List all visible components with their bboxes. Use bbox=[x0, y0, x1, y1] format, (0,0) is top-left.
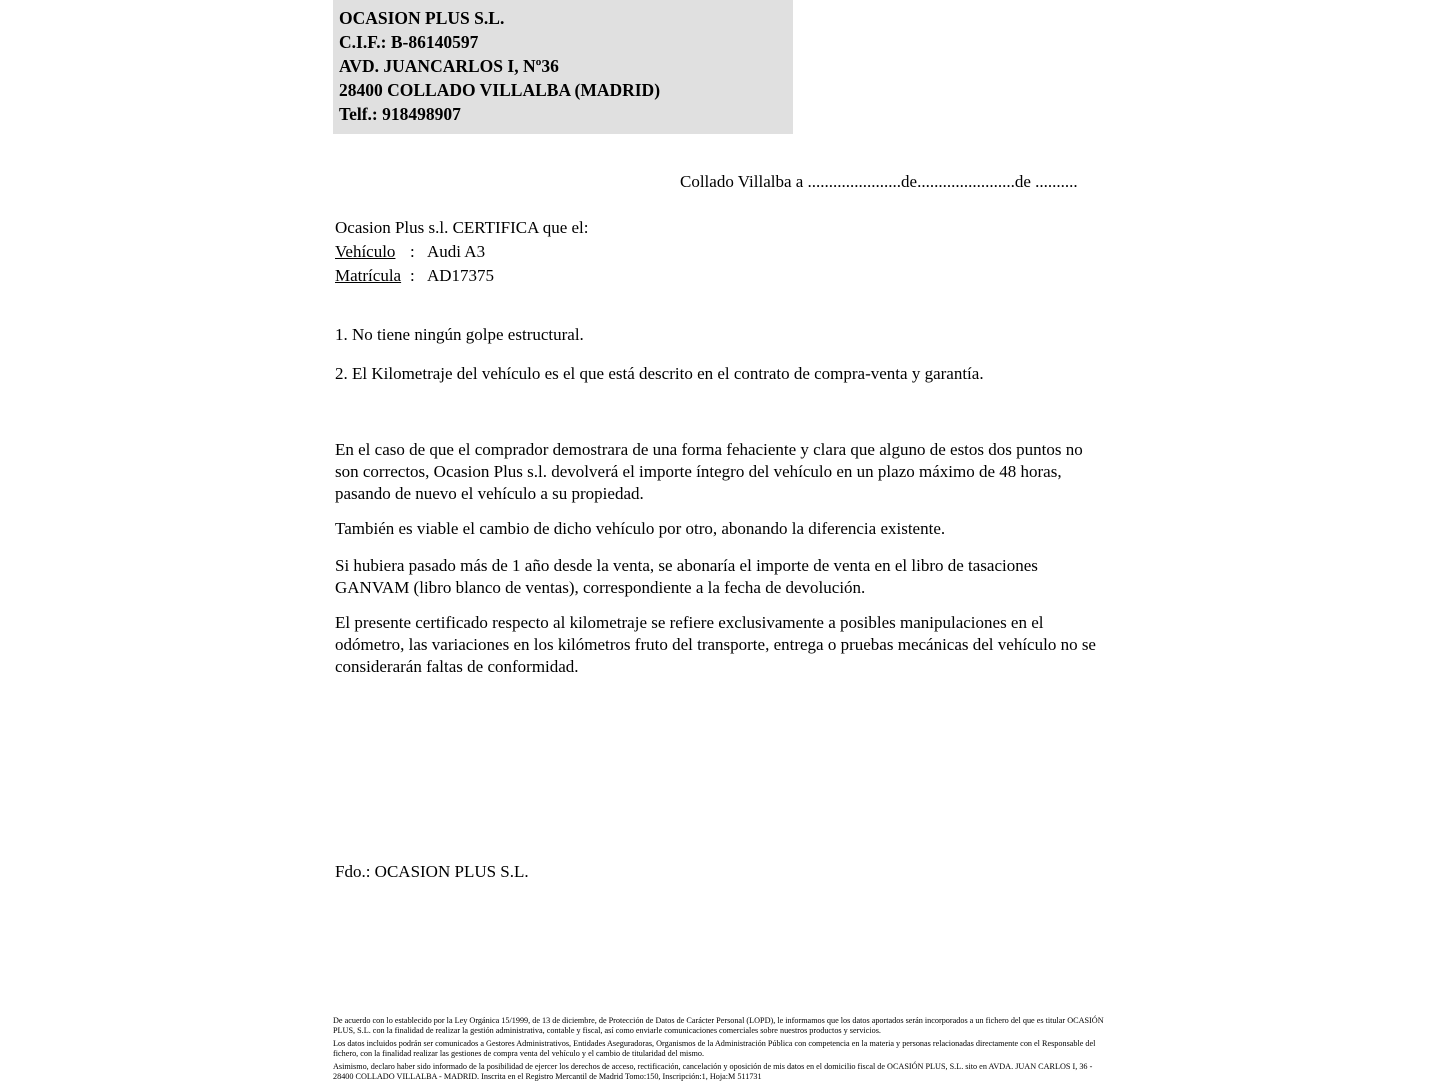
body-paragraph-refund: En el caso de que el comprador demostrara de una forma fehaciente y clara que alguno de estos dos puntos no son correctos, Ocasion Plus s.l. devolverá el importe íntegro del vehículo en un plazo máximo de 48 horas, pasando de nuevo el vehículo a su propiedad. bbox=[335, 440, 1083, 503]
plate-value: AD17375 bbox=[427, 266, 495, 285]
letterhead-company-name: OCASION PLUS S.L. bbox=[339, 8, 505, 28]
vehicle-row bbox=[335, 240, 589, 264]
letterhead-cif: C.I.F.: B-86140597 bbox=[339, 32, 479, 52]
plate-separator: : bbox=[410, 266, 415, 285]
vehicle-value: Audi A3 bbox=[427, 242, 486, 261]
legal-paragraph-3: Asimismo, declaro haber sido informado de la posibilidad de ejercer los derechos de acceso, rectificación, cancelación y oposición de mis datos en el domicilio fiscal de OCASIÓN PLUS, S.L. sito en AVDA. JUAN CARLOS I, 36 - 28400 COLLADO VILLALBA - MADRID. Inscrita en el Registro Mercantil de Madrid Tomo:150, Inscripción:1, Hoja:M 511731 bbox=[333, 1062, 1093, 1081]
letterhead-city: 28400 COLLADO VILLALBA (MADRID) bbox=[339, 80, 661, 100]
body-paragraph-ganvam: Si hubiera pasado más de 1 año desde la venta, se abonaría el importe de venta en el libro de tasaciones GANVAM (libro blanco de ventas), correspondiente a la fecha de devolución. bbox=[335, 556, 1038, 597]
vehicle-label: Vehículo bbox=[335, 242, 396, 261]
certification-intro: Ocasion Plus s.l. CERTIFICA que el: bbox=[335, 218, 589, 237]
signature-line: Fdo.: OCASION PLUS S.L. bbox=[335, 862, 529, 881]
letterhead-phone: Telf.: 918498907 bbox=[339, 104, 461, 124]
legal-paragraph-1: De acuerdo con lo establecido por la Ley Orgánica 15/1999, de 13 de diciembre, de Protección de Datos de Carácter Personal (LOPD), le informamos que los datos aportados serán incorporados a un fichero del que es titular OCASIÓN PLUS, S.L. con la finalidad de realizar la gestión administrativa, contable y fiscal, así como enviarle comunicaciones comerciales sobre nuestros productos y servicios. bbox=[333, 1016, 1104, 1035]
letterhead-block bbox=[333, 0, 793, 134]
certified-point-1: 1. No tiene ningún golpe estructural. bbox=[335, 325, 584, 344]
date-line: Collado Villalba a ......................de.......................de .......... bbox=[680, 172, 1078, 191]
certification-block bbox=[335, 216, 589, 288]
certified-point-2: 2. El Kilometraje del vehículo es el que está descrito en el contrato de compra-venta y garantía. bbox=[335, 364, 984, 383]
plate-row bbox=[335, 264, 589, 288]
letterhead-address: AVD. JUANCARLOS I, Nº36 bbox=[339, 56, 559, 76]
legal-footer bbox=[333, 1016, 1108, 1082]
plate-label: Matrícula bbox=[335, 266, 402, 285]
body-paragraph-odometer: El presente certificado respecto al kilometraje se refiere exclusivamente a posibles manipulaciones en el odómetro, las variaciones en los kilómetros fruto del transporte, entrega o pruebas mecánicas del vehículo no se considerarán faltas de conformidad. bbox=[335, 613, 1096, 676]
body-paragraph-exchange: También es viable el cambio de dicho vehículo por otro, abonando la diferencia existente. bbox=[335, 519, 946, 538]
legal-paragraph-2: Los datos incluidos podrán ser comunicados a Gestores Administrativos, Entidades Aseguradoras, Organismos de la Administración Pública con competencia en la materia y personas relacionadas directamente con el Responsable del fichero, con la finalidad realizar las gestiones de compra venta del vehículo y el cambio de titularidad del mismo. bbox=[333, 1039, 1096, 1058]
vehicle-separator: : bbox=[410, 242, 415, 261]
